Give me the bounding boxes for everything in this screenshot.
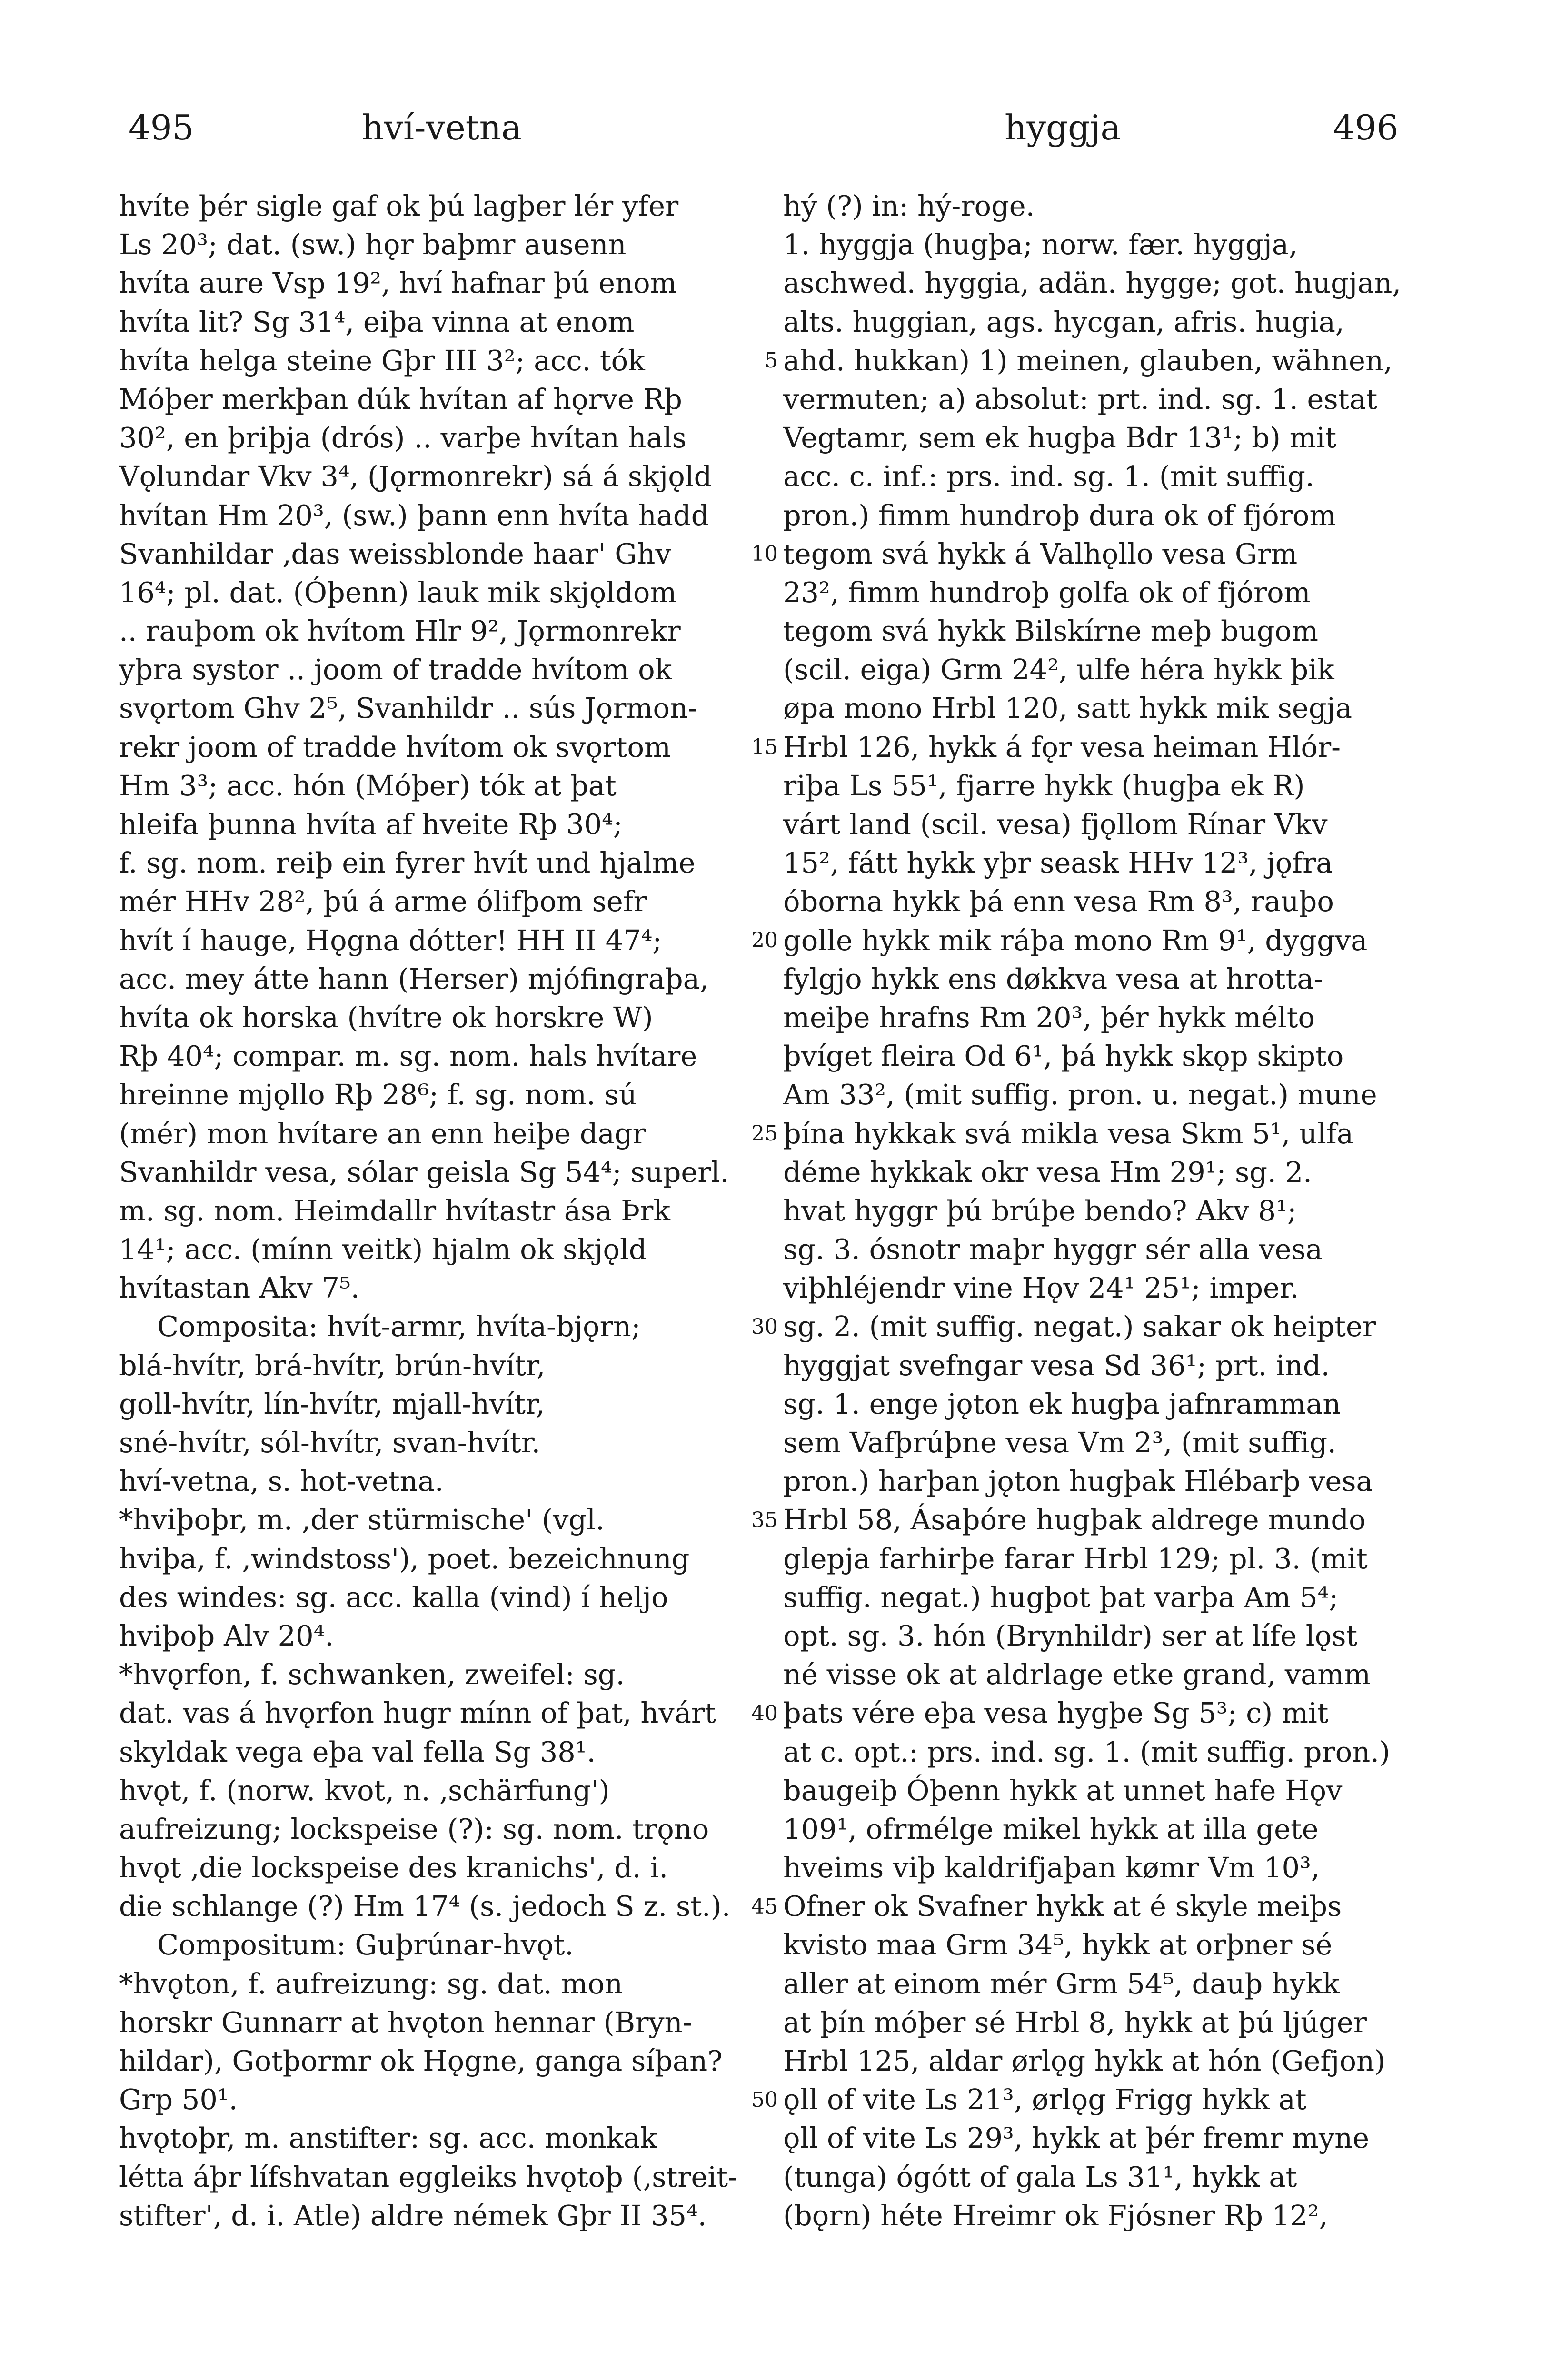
text-line: acc. mey átte hann (Herser) mjófingraþa, [119, 962, 709, 995]
text-line: hvíte þér sigle gaf ok þú lagþer lér yfer [119, 189, 679, 222]
text-line: Hm 3³; acc. hón (Móþer) tók at þat [119, 769, 617, 802]
text-line: Hrbl 58, Ásaþóre hugþak aldrege mundo [783, 1503, 1366, 1537]
line-number: 50 [751, 2087, 778, 2112]
text-line: 16⁴; pl. dat. (Óþenn) lauk mik skjǫldom [119, 575, 677, 609]
text-line: skyldak vega eþa val fella Sg 38¹. [119, 1735, 596, 1768]
text-line: meiþe hrafns Rm 20³, þér hykk mélto [783, 1001, 1315, 1034]
line-number: 20 [751, 928, 778, 952]
text-line: *hviþoþr, m. ‚der stürmische' (vgl. [119, 1503, 605, 1537]
text-line: sg. 1. enge jǫton ek hugþa jafnramman [783, 1387, 1341, 1420]
text-line: hvǫtoþr, m. anstifter: sg. acc. monkak [119, 2122, 657, 2155]
text-line: hví-vetna, s. hot-vetna. [119, 1465, 444, 1498]
text-line: hveims viþ kaldrifjaþan kømr Vm 10³, [783, 1851, 1320, 1884]
running-headword-left: hví-vetna [362, 108, 522, 148]
text-line: ǫll of vite Ls 21³, ørlǫg Frigg hykk at [783, 2083, 1307, 2116]
text-line: f. sg. nom. reiþ ein fyrer hvít und hjalme [119, 846, 696, 880]
text-line: suffig. negat.) hugþot þat varþa Am 5⁴; [783, 1580, 1339, 1614]
text-line: sné-hvítr, sól-hvítr, svan-hvítr. [119, 1426, 541, 1459]
text-line: m. sg. nom. Heimdallr hvítastr ása Þrk [119, 1194, 671, 1227]
text-line: at c. opt.: prs. ind. sg. 1. (mit suffig. pron.) [783, 1735, 1390, 1768]
line-number: 30 [751, 1314, 778, 1339]
text-line: alts. huggian, ags. hycgan, afris. hugia, [783, 305, 1344, 338]
text-line: svǫrtom Ghv 2⁵, Svanhildr .. sús Jǫrmon- [119, 692, 697, 725]
text-line: (scil. eiga) Grm 24², ulfe héra hykk þik [783, 653, 1334, 686]
text-line: Móþer merkþan dúk hvítan af hǫrve Rþ [119, 382, 682, 416]
text-line: Svanhildr vesa, sólar geisla Sg 54⁴; superl. [119, 1155, 729, 1189]
text-line: tegom svá hykk á Valhǫllo vesa Grm [783, 537, 1298, 570]
text-line: des windes: sg. acc. kalla (vind) í heljo [119, 1580, 668, 1614]
text-line: Compositum: Guþrúnar-hvǫt. [157, 1928, 574, 1962]
text-line: aschwed. hyggia, adän. hygge; got. hugjan, [783, 267, 1402, 300]
text-line: Vegtamr, sem ek hugþa Bdr 13¹; b) mit [783, 421, 1337, 455]
text-line: riþa Ls 55¹, fjarre hykk (hugþa ek R) [783, 769, 1305, 802]
text-line: stifter', d. i. Atle) aldre némek Gþr II 35⁴. [119, 2199, 707, 2232]
text-line: at þín móþer sé Hrbl 8, hykk at þú ljúger [783, 2005, 1367, 2039]
line-number: 15 [751, 734, 778, 759]
text-line: blá-hvítr, brá-hvítr, brún-hvítr, [119, 1349, 546, 1382]
text-line: hviþoþ Alv 20⁴. [119, 1619, 334, 1652]
text-line: sg. 3. ósnotr maþr hyggr sér alla vesa [783, 1233, 1323, 1266]
text-line: 15², fátt hykk yþr seask HHv 12³, jǫfra [783, 846, 1333, 880]
text-line: Vǫlundar Vkv 3⁴, (Jǫrmonrekr) sá á skjǫld [119, 460, 712, 493]
line-number: 40 [751, 1701, 778, 1726]
text-line: pron.) harþan jǫton hugþak Hlébarþ vesa [783, 1465, 1373, 1498]
text-line: hvíta ok horska (hvítre ok horskre W) [119, 1001, 653, 1034]
text-line: 23², fimm hundroþ golfa ok of fjórom [783, 575, 1311, 609]
text-line: Svanhildar ‚das weissblonde haar' Ghv [119, 537, 671, 570]
text-line: baugeiþ Óþenn hykk at unnet hafe Hǫv [783, 1774, 1343, 1807]
text-line: (mér) mon hvítare an enn heiþe dagr [119, 1117, 646, 1150]
text-line: hvítastan Akv 7⁵. [119, 1271, 360, 1305]
line-number: 5 [765, 348, 778, 373]
text-line: pron.) fimm hundroþ dura ok of fjórom [783, 498, 1336, 532]
text-line: ǫll of vite Ls 29³, hykk at þér fremr myne [783, 2122, 1370, 2155]
text-line: *hvǫrfon, f. schwanken, zweifel: sg. [119, 1658, 625, 1691]
text-line: acc. c. inf.: prs. ind. sg. 1. (mit suffig. [783, 460, 1314, 493]
text-line: Composita: hvít-armr, hvíta-bjǫrn; [157, 1310, 641, 1343]
text-line: yþra systor .. joom of tradde hvítom ok [119, 653, 672, 686]
text-line: 14¹; acc. (mínn veitk) hjalm ok skjǫld [119, 1233, 647, 1266]
text-line: øpa mono Hrbl 120, satt hykk mik segja [783, 692, 1353, 725]
text-line: þvíget fleira Od 6¹, þá hykk skǫp skipto [783, 1040, 1344, 1073]
text-line: hvíta lit? Sg 31⁴, eiþa vinna at enom [119, 305, 635, 338]
text-line: 30², en þriþja (drós) .. varþe hvítan hals [119, 421, 686, 455]
text-line: hvít í hauge, Hǫgna dótter! HH II 47⁴; [119, 923, 662, 957]
text-line: hvíta helga steine Gþr III 3²; acc. tók [119, 344, 645, 377]
text-line: hvǫt ‚die lockspeise des kranichs', d. i. [119, 1851, 668, 1884]
text-line: 109¹, ofrmélge mikel hykk at illa gete [783, 1812, 1319, 1845]
text-line: létta áþr lífshvatan eggleiks hvǫtoþ (‚streit- [119, 2160, 737, 2193]
text-line: þína hykkak svá mikla vesa Skm 5¹, ulfa [783, 1117, 1353, 1150]
text-line: Ofner ok Svafner hykk at é skyle meiþs [783, 1890, 1342, 1923]
line-number: 10 [751, 541, 778, 566]
line-number: 45 [751, 1894, 778, 1919]
text-line: horskr Gunnarr at hvǫton hennar (Bryn- [119, 2005, 692, 2039]
text-line: hviþa, f. ‚windstoss'), poet. bezeichnung [119, 1542, 690, 1575]
text-line: golle hykk mik ráþa mono Rm 9¹, dyggva [783, 923, 1368, 957]
text-line: fylgjo hykk ens døkkva vesa at hrotta- [783, 962, 1323, 995]
text-line: hvat hyggr þú brúþe bendo? Akv 8¹; [783, 1194, 1297, 1227]
text-line: Rþ 40⁴; compar. m. sg. nom. hals hvítare [119, 1040, 697, 1073]
text-line: né visse ok at aldrlage etke grand, vamm [783, 1658, 1371, 1691]
text-line: die schlange (?) Hm 17⁴ (s. jedoch S z. st.). [119, 1890, 731, 1923]
text-line: .. rauþom ok hvítom Hlr 9², Jǫrmonrekr [119, 615, 681, 648]
text-line: hyggjat svefngar vesa Sd 36¹; prt. ind. [783, 1349, 1330, 1382]
text-line: hvítan Hm 20³, (sw.) þann enn hvíta hadd [119, 498, 709, 532]
text-line: (bǫrn) héte Hreimr ok Fjósner Rþ 12², [783, 2199, 1328, 2232]
page-number-right: 496 [1333, 108, 1399, 148]
text-line: déme hykkak okr vesa Hm 29¹; sg. 2. [783, 1155, 1312, 1189]
text-line: aufreizung; lockspeise (?): sg. nom. trǫno [119, 1812, 709, 1845]
text-line: opt. sg. 3. hón (Brynhildr) ser at lífe lǫst [783, 1619, 1358, 1652]
running-headword-right: hyggja [1005, 108, 1121, 148]
text-line: óborna hykk þá enn vesa Rm 8³, rauþo [783, 885, 1334, 918]
text-line: sem Vafþrúþne vesa Vm 2³, (mit suffig. [783, 1426, 1336, 1459]
text-line: hvíta aure Vsp 19², hví hafnar þú enom [119, 267, 677, 300]
line-number: 35 [751, 1507, 778, 1532]
text-line: sg. 2. (mit suffig. negat.) sakar ok heipter [783, 1310, 1376, 1343]
text-line: Hrbl 125, aldar ørlǫg hykk at hón (Gefjon) [783, 2044, 1385, 2077]
right-column [783, 187, 1402, 2235]
text-line: várt land (scil. vesa) fjǫllom Rínar Vkv [783, 808, 1328, 841]
text-line: hý (?) in: hý-roge. [783, 189, 1035, 222]
text-line: vermuten; a) absolut: prt. ind. sg. 1. estat [783, 382, 1378, 416]
text-line: glepja farhirþe farar Hrbl 129; pl. 3. (mit [783, 1542, 1368, 1575]
line-number: 25 [751, 1121, 778, 1146]
text-line: hleifa þunna hvíta af hveite Rþ 30⁴; [119, 808, 623, 841]
text-line: hildar), Gotþormr ok Hǫgne, ganga síþan? [119, 2044, 723, 2077]
text-line: hvǫt, f. (norw. kvot, n. ‚schärfung') [119, 1774, 610, 1807]
text-line: (tunga) ógótt of gala Ls 31¹, hykk at [783, 2160, 1297, 2193]
text-line: viþhléjendr vine Hǫv 24¹ 25¹; imper. [783, 1271, 1299, 1305]
text-line: ahd. hukkan) 1) meinen, glauben, wähnen, [783, 344, 1393, 377]
page-number-left: 495 [129, 108, 194, 148]
text-line: rekr joom of tradde hvítom ok svǫrtom [119, 730, 671, 764]
text-line: Grp 50¹. [119, 2083, 238, 2116]
text-line: þats vére eþa vesa hygþe Sg 5³; c) mit [783, 1696, 1329, 1730]
left-column [119, 187, 738, 2235]
text-line: aller at einom mér Grm 54⁵, dauþ hykk [783, 1967, 1340, 2000]
text-line: hreinne mjǫllo Rþ 28⁶; f. sg. nom. sú [119, 1078, 637, 1111]
text-line: Ls 20³; dat. (sw.) hǫr baþmr ausenn [119, 228, 627, 261]
text-line: Hrbl 126, hykk á fǫr vesa heiman Hlór- [783, 730, 1341, 764]
text-line: dat. vas á hvǫrfon hugr mínn of þat, hvárt [119, 1696, 716, 1730]
text-line: Am 33², (mit suffig. pron. u. negat.) mune [783, 1078, 1377, 1111]
text-line: 1. hyggja (hugþa; norw. fær. hyggja, [783, 228, 1298, 261]
text-line: mér HHv 28², þú á arme ólifþom sefr [119, 885, 647, 918]
text-line: *hvǫton, f. aufreizung: sg. dat. mon [119, 1967, 623, 2000]
text-line: kvisto maa Grm 34⁵, hykk at orþner sé [783, 1928, 1333, 1962]
text-line: tegom svá hykk Bilskírne meþ bugom [783, 615, 1318, 648]
text-line: goll-hvítr, lín-hvítr, mjall-hvítr, [119, 1387, 545, 1420]
